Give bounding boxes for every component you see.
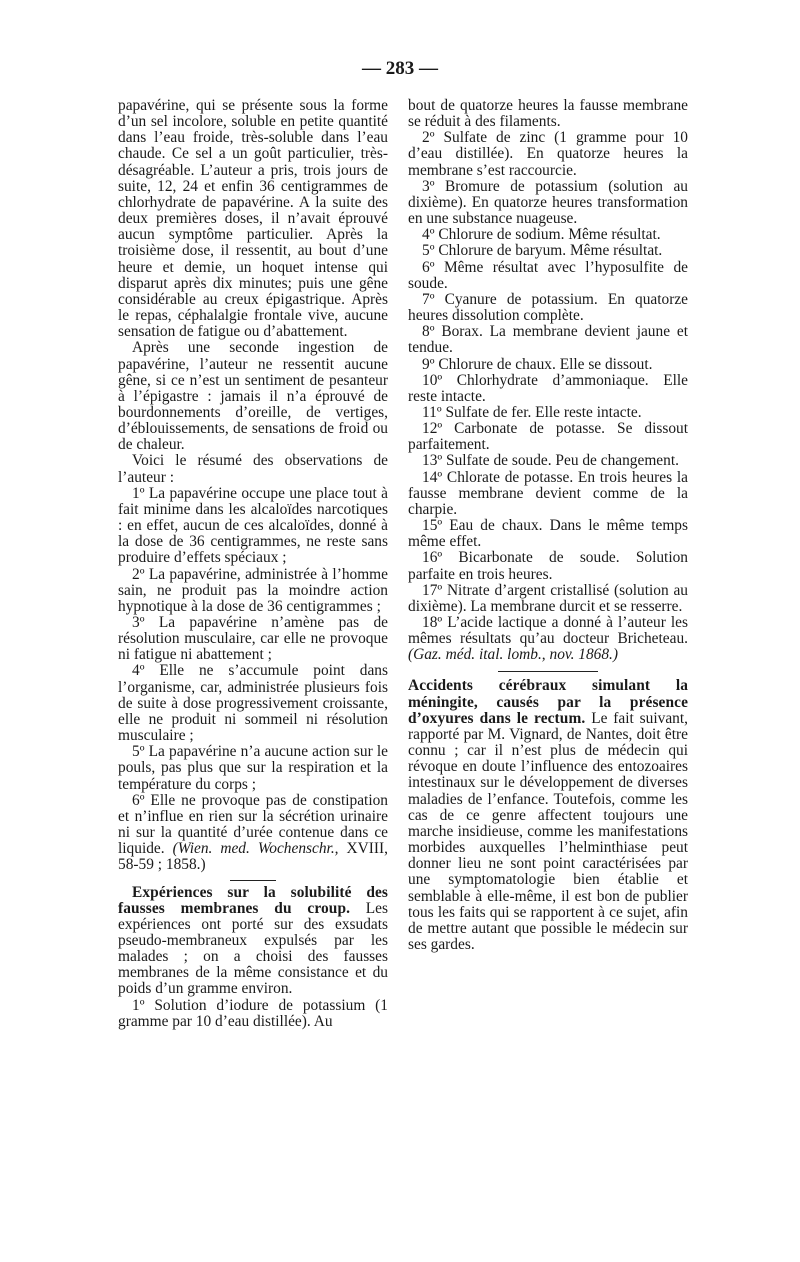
list-item: 14º Chlorate de potasse. En trois heures la fausse membrane devient comme de la charpie. <box>408 468 688 518</box>
paragraph: Après une seconde ingestion de papavérine, l’auteur ne ressentit aucune gêne, si ce n’est un sentiment de pesanteur à l’épigastre : jamais il n’a éprouvé de bourdonnements d’oreille, de vertiges, d’éblouissements, de sensations de froid ou de chaleur. <box>118 339 388 454</box>
list-item: 2º Sulfate de zinc (1 gramme pour 10 d’eau distillée). En quatorze heures la membrane s’est raccourcie. <box>408 129 688 179</box>
section-text: Le fait suivant, rapporté par M. Vignard, de Nantes, doit être connu ; car il n’est plus de médecin qui révoque en doute l’influence des entozoaires intestinaux sur le développement de diverses maladies de l’enfance. Toutefois, comme les cas de ce genre affectent toujours une marche insidieuse, comme les manifestations morbides auxquelles l’helminthiase peut donner lieu ne sont point caractérisées par une symptomatologie bien établie et semblable à elle-même, il est bon de publier tous les faits qui se rapportent à ce sujet, afin de mettre autant que possible le médecin sur ses gardes. <box>408 709 688 953</box>
list-item: 8º Borax. La membrane devient jaune et tendue. <box>408 323 688 357</box>
list-item: 3º La papavérine n’amène pas de résolution musculaire, car elle ne provoque ni fatigue ni abattement ; <box>118 614 388 664</box>
left-column <box>118 98 388 1030</box>
list-item: 5º La papavérine n’a aucune action sur le pouls, pas plus que sur la respiration et la température du corps ; <box>118 743 388 793</box>
section-heading: Expériences sur la solubilité des fausses membranes du croup. <box>118 883 388 917</box>
list-item: 11º Sulfate de fer. Elle reste intacte. <box>422 403 642 421</box>
citation: (Wien. med. Wochenschr., <box>172 840 339 858</box>
list-item: 17º Nitrate d’argent cristallisé (solution au dixième). La membrane durcit et se resserre. <box>408 581 688 615</box>
citation: (Gaz. méd. ital. lomb., nov. 1868.) <box>408 646 619 664</box>
list-item: 10º Chlorhydrate d’ammoniaque. Elle reste intacte. <box>408 371 688 405</box>
page-number: — 283 — <box>362 58 438 79</box>
section-heading: Accidents cérébraux simulant la méningite, causés par la présence d’oxyures dans le rectum. <box>408 677 688 727</box>
divider <box>230 880 276 881</box>
paragraph: papavérine, qui se présente sous la forme d’un sel incolore, soluble en petite quantité dans l’eau froide, très-soluble dans l’eau chaude. Ce sel a un goût particulier, très-désagréable. L’auteur a pris, trois jours de suite, 12, 24 et enfin 36 centigrammes de chlorhydrate de papavérine. A la suite des deux premières doses, il n’avait éprouvé aucun symptôme particulier. Après la troisième dose, il ressentit, au bout d’une heure et demie, un hoquet intense qui disparut après dix minutes; puis une gêne considérable au creux épigastrique. Après le repas, céphalalgie frontale vive, aucune sensation de fatigue ou d’abattement. <box>118 97 388 341</box>
section-text: Les expériences ont porté sur des exsudats pseudo-membraneux expulsés par les malades ; on a choisi des fausses membranes de la même consistance et du poids d’un gramme environ. <box>118 899 388 998</box>
right-column <box>408 98 688 953</box>
list-item: 4º Chlorure de sodium. Même résultat. <box>422 226 661 244</box>
section <box>408 678 688 953</box>
citation-rest: XVIII, 58-59 ; 1858.) <box>118 840 388 874</box>
list-item <box>118 793 388 874</box>
list-item: 4º Elle ne s’accumule point dans l’organisme, car, administrée plusieurs fois de suite à dose progressivement croissante, elle ne produit ni sommeil ni résolution musculaire ; <box>118 662 388 745</box>
list-item-text: 6º Elle ne provoque pas de constipation et n’influe en rien sur la sécrétion urinaire ni sur la quantité d’urée contenue dans ce liquide. <box>118 791 388 858</box>
list-item: 12º Carbonate de potasse. Se dissout parfaitement. <box>408 420 688 454</box>
divider <box>498 671 598 672</box>
list-item-text: 18º L’acide lactique a donné à l’auteur les mêmes résultats qu’au docteur Bricheteau. <box>408 614 688 648</box>
list-item: 1º Solution d’iodure de potassium (1 gramme par 10 d’eau distillée). Au <box>118 996 388 1030</box>
list-item: 7º Cyanure de potassium. En quatorze heures dissolution complète. <box>408 290 688 325</box>
section <box>118 885 388 998</box>
list-item: 9º Chlorure de chaux. Elle se dissout. <box>422 355 653 373</box>
list-item: 1º La papavérine occupe une place tout à fait minime dans les alcaloïdes narcotiques : en effet, aucun de ces alcaloïdes, donné à la dose de 36 centigrammes, ne reste sans produire d’effets spéciaux ; <box>118 484 388 567</box>
list-item: 15º Eau de chaux. Dans le même temps même effet. <box>408 517 688 551</box>
list-item: 2º La papavérine, administrée à l’homme sain, ne produit pas la moindre action hypnotique à la dose de 36 centigrammes ; <box>118 565 388 615</box>
list-item: 5º Chlorure de baryum. Même résultat. <box>422 242 663 260</box>
paragraph: bout de quatorze heures la fausse membrane se réduit à des filaments. <box>408 97 688 131</box>
list-item: 16º Bicarbonate de soude. Solution parfaite en trois heures. <box>408 549 688 583</box>
list-item <box>408 615 688 663</box>
list-item: 13º Sulfate de soude. Peu de changement. <box>422 452 679 470</box>
list-item: 3º Bromure de potassium (solution au dixième). En quatorze heures transformation en une substance nuageuse. <box>408 177 688 228</box>
paragraph: Voici le résumé des observations de l’auteur : <box>118 452 388 486</box>
list-item: 6º Même résultat avec l’hyposulfite de soude. <box>408 258 688 292</box>
